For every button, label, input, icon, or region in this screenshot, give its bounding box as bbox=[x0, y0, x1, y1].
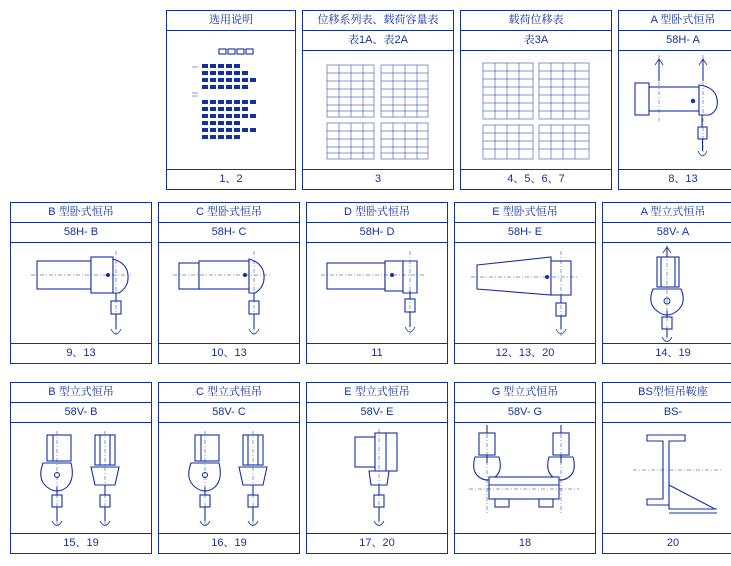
card-type-c-vertical[interactable] bbox=[158, 382, 300, 554]
card-footer: 1、2 bbox=[167, 169, 295, 189]
card-subheader: 58H- B bbox=[11, 223, 151, 243]
card-footer: 14、19 bbox=[603, 343, 731, 363]
card-figure-tables bbox=[303, 51, 453, 169]
card-subheader: 表1A、表2A bbox=[303, 31, 453, 51]
card-type-c-horizontal[interactable] bbox=[158, 202, 300, 364]
card-select-guide[interactable] bbox=[166, 10, 296, 190]
card-subheader: 58V- A bbox=[603, 223, 731, 243]
card-type-b-vertical[interactable] bbox=[10, 382, 152, 554]
card-figure-horizontal-c bbox=[159, 243, 299, 343]
card-type-a-horizontal[interactable] bbox=[618, 10, 731, 190]
card-type-e-horizontal[interactable] bbox=[454, 202, 596, 364]
card-figure-vertical-g bbox=[455, 423, 595, 533]
card-subheader: BS- bbox=[603, 403, 731, 423]
card-subheader: 58V- E bbox=[307, 403, 447, 423]
card-figure-text-block bbox=[167, 31, 295, 169]
card-header: 选用说明 bbox=[167, 11, 295, 31]
card-subheader: 表3A bbox=[461, 31, 611, 51]
card-footer: 20 bbox=[603, 533, 731, 553]
card-footer: 15、19 bbox=[11, 533, 151, 553]
card-subheader: 58V- G bbox=[455, 403, 595, 423]
card-figure-saddle bbox=[603, 423, 731, 533]
card-footer: 16、19 bbox=[159, 533, 299, 553]
card-header: D 型卧式恒吊 bbox=[307, 203, 447, 223]
card-footer: 3 bbox=[303, 169, 453, 189]
card-row-middle bbox=[10, 202, 731, 364]
card-figure-vertical-a bbox=[603, 243, 731, 343]
card-footer: 10、13 bbox=[159, 343, 299, 363]
card-header: B 型卧式恒吊 bbox=[11, 203, 151, 223]
card-figure-horizontal-e bbox=[455, 243, 595, 343]
card-header: B 型立式恒吊 bbox=[11, 383, 151, 403]
card-header: G 型立式恒吊 bbox=[455, 383, 595, 403]
card-figure-vertical-e bbox=[307, 423, 447, 533]
card-subheader: 58V- C bbox=[159, 403, 299, 423]
card-footer: 18 bbox=[455, 533, 595, 553]
card-subheader: 58H- D bbox=[307, 223, 447, 243]
card-row-top bbox=[166, 10, 731, 190]
card-footer: 9、13 bbox=[11, 343, 151, 363]
card-type-b-horizontal[interactable] bbox=[10, 202, 152, 364]
card-header: BS型恒吊鞍座 bbox=[603, 383, 731, 403]
card-figure-horizontal-b bbox=[11, 243, 151, 343]
card-footer: 12、13、20 bbox=[455, 343, 595, 363]
card-displacement-series[interactable] bbox=[302, 10, 454, 190]
card-header: E 型立式恒吊 bbox=[307, 383, 447, 403]
card-subheader: 58H- A bbox=[619, 31, 731, 51]
card-footer: 17、20 bbox=[307, 533, 447, 553]
card-subheader: 58H- C bbox=[159, 223, 299, 243]
card-footer: 4、5、6、7 bbox=[461, 169, 611, 189]
card-load-displacement[interactable] bbox=[460, 10, 612, 190]
card-figure-vertical-c bbox=[159, 423, 299, 533]
card-header: C 型卧式恒吊 bbox=[159, 203, 299, 223]
card-header: C 型立式恒吊 bbox=[159, 383, 299, 403]
card-header: 位移系列表、载荷容量表 bbox=[303, 11, 453, 31]
card-type-a-vertical[interactable] bbox=[602, 202, 731, 364]
card-header: E 型卧式恒吊 bbox=[455, 203, 595, 223]
card-row-bottom bbox=[10, 382, 731, 554]
card-bs-saddle[interactable] bbox=[602, 382, 731, 554]
card-type-g-vertical[interactable] bbox=[454, 382, 596, 554]
card-header: 载荷位移表 bbox=[461, 11, 611, 31]
card-subheader: 58V- B bbox=[11, 403, 151, 423]
card-header: A 型卧式恒吊 bbox=[619, 11, 731, 31]
card-type-e-vertical[interactable] bbox=[306, 382, 448, 554]
card-footer: 11 bbox=[307, 343, 447, 363]
card-type-d-horizontal[interactable] bbox=[306, 202, 448, 364]
card-header: A 型立式恒吊 bbox=[603, 203, 731, 223]
card-footer: 8、13 bbox=[619, 169, 731, 189]
card-figure-horizontal-a bbox=[619, 51, 731, 169]
card-subheader: 58H- E bbox=[455, 223, 595, 243]
card-figure-tables bbox=[461, 51, 611, 169]
card-figure-horizontal-d bbox=[307, 243, 447, 343]
card-figure-vertical-b bbox=[11, 423, 151, 533]
